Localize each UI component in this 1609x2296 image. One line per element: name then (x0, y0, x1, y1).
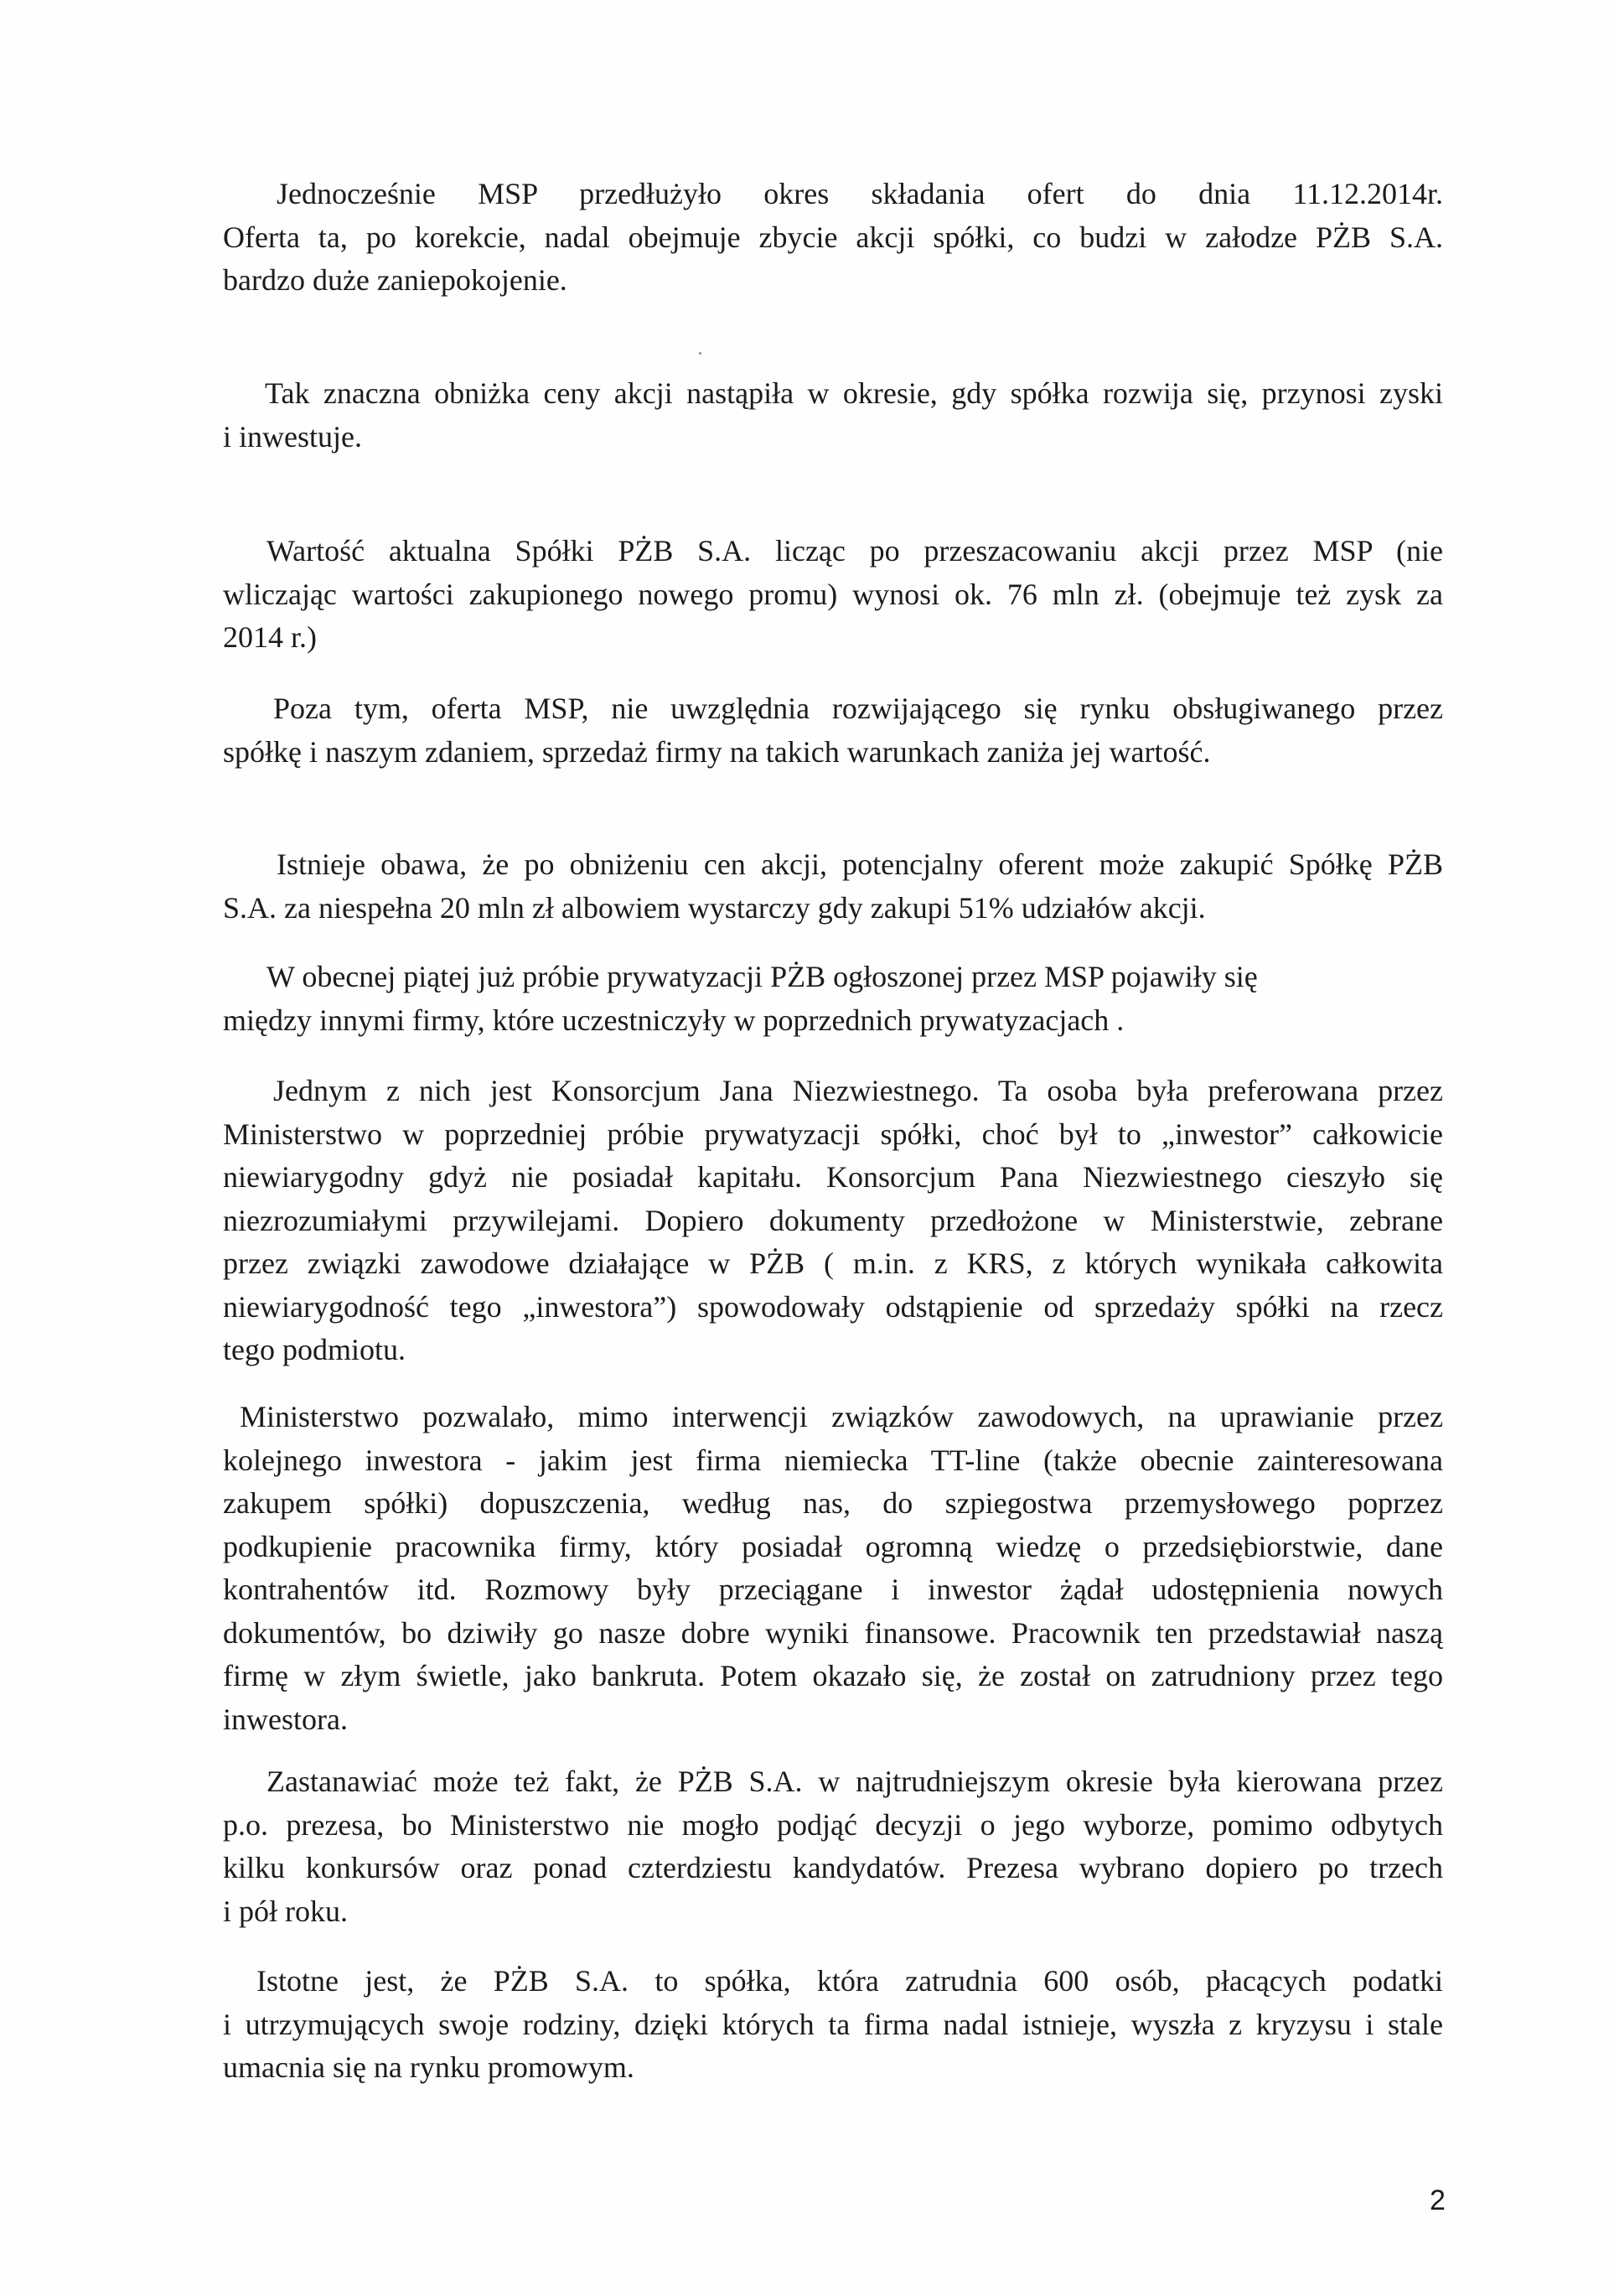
text-line: Wartość aktualna Spółki PŻB S.A. licząc po przeszacowaniu akcji przez MSP (nie (266, 534, 1443, 568)
page-number: 2 (1430, 2185, 1446, 2216)
text-line: Zastanawiać może też fakt, że PŻB S.A. w najtrudniejszym okresie była kierowana przez (266, 1765, 1443, 1798)
text-line: niewiarygodny gdyż nie posiadał kapitału. Konsorcjum Pana Niezwiestnego cieszyło się (223, 1160, 1443, 1194)
text-line: przez związki zawodowe działające w PŻB ( m.in. z KRS, z których wynikała całkowita (223, 1246, 1443, 1280)
text-line: Jednocześnie MSP przedłużyło okres składania ofert do dnia 11.12.2014r. (277, 177, 1443, 210)
text-line: kilku konkursów oraz ponad czterdziestu kandydatów. Prezesa wybrano dopiero po trzech (223, 1851, 1443, 1884)
text-line: Ministerstwo w poprzedniej próbie prywatyzacji spółki, choć był to „inwestor” całkowicie (223, 1117, 1443, 1151)
text-line: niezrozumiałymi przywilejami. Dopiero dokumenty przedłożone w Ministerstwie, zebrane (223, 1203, 1443, 1237)
text-line: spółkę i naszym zdaniem, sprzedaż firmy na takich warunkach zaniża jej wartość. (223, 734, 1211, 769)
scan-speck (699, 352, 701, 355)
text-line: umacnia się na rynku promowym. (223, 2050, 634, 2084)
text-line: zakupem spółki) dopuszczenia, według nas, do szpiegostwa przemysłowego poprzez (223, 1486, 1443, 1520)
paragraph-3 (223, 530, 1443, 660)
text-line: kolejnego inwestora - jakim jest firma niemiecka TT-line (także obecnie zainteresowana (223, 1443, 1443, 1477)
text-line: i pół roku. (223, 1894, 348, 1928)
paragraph-8 (223, 1396, 1443, 1741)
text-line: inwestora. (223, 1702, 348, 1736)
text-line: W obecnej piątej już próbie prywatyzacji PŻB ogłoszonej przez MSP pojawiły się (266, 960, 1258, 993)
text-line: 2014 r.) (223, 620, 317, 654)
paragraph-6 (223, 956, 1443, 1042)
paragraph-4 (223, 687, 1443, 774)
text-line: i inwestuje. (223, 419, 362, 453)
text-line: Oferta ta, po korekcie, nadal obejmuje zbycie akcji spółki, co budzi w załodze PŻB S.A. (223, 220, 1443, 254)
text-line: niewiarygodność tego „inwestora”) spowodowały odstąpienie od sprzedaży spółki na rzecz (223, 1289, 1443, 1324)
text-line: między innymi firmy, które uczestniczyły w poprzednich prywatyzacjach . (223, 1003, 1125, 1037)
text-line: Tak znaczna obniżka ceny akcji nastąpiła w okresie, gdy spółka rozwija się, przynosi zyski (265, 376, 1443, 410)
paragraph-5 (223, 843, 1443, 930)
text-line: Jednym z nich jest Konsorcjum Jana Niezwiestnego. Ta osoba była preferowana przez (273, 1074, 1443, 1107)
text-line: Poza tym, oferta MSP, nie uwzględnia rozwijającego się rynku obsługiwanego przez (273, 692, 1443, 725)
text-line: i utrzymujących swoje rodziny, dzięki których ta firma nadal istnieje, wyszła z kryzysu i stale (223, 2007, 1443, 2041)
text-line: Istnieje obawa, że po obniżeniu cen akcji, potencjalny oferent może zakupić Spółkę PŻB (277, 847, 1443, 881)
paragraph-2 (223, 372, 1443, 459)
text-line: Ministerstwo pozwalało, mimo interwencji związków zawodowych, na uprawianie przez (240, 1400, 1443, 1433)
text-line: tego podmiotu. (223, 1333, 406, 1366)
text-line: kontrahentów itd. Rozmowy były przeciągane i inwestor żądał udostępnienia nowych (223, 1573, 1443, 1606)
paragraph-9 (223, 1760, 1443, 1933)
text-line: bardzo duże zaniepokojenie. (223, 263, 567, 297)
text-line: dokumentów, bo dziwiły go nasze dobre wyniki finansowe. Pracownik ten przedstawiał naszą (223, 1615, 1443, 1650)
text-line: firmę w złym świetle, jako bankruta. Potem okazało się, że został on zatrudniony przez tego (223, 1659, 1443, 1692)
text-line: p.o. prezesa, bo Ministerstwo nie mogło podjąć decyzji o jego wyborze, pomimo odbytych (223, 1807, 1443, 1842)
paragraph-1 (223, 173, 1443, 303)
paragraph-10 (223, 1960, 1443, 2090)
text-line: wliczając wartości zakupionego nowego promu) wynosi ok. 76 mln zł. (obejmuje też zysk za (223, 577, 1443, 611)
text-line: S.A. za niespełna 20 mln zł albowiem wystarczy gdy zakupi 51% udziałów akcji. (223, 890, 1206, 925)
text-line: Istotne jest, że PŻB S.A. to spółka, która zatrudnia 600 osób, płacących podatki (256, 1964, 1443, 1998)
text-line: podkupienie pracownika firmy, który posiadał ogromną wiedzę o przedsiębiorstwie, dane (223, 1529, 1443, 1563)
paragraph-7 (223, 1070, 1443, 1372)
